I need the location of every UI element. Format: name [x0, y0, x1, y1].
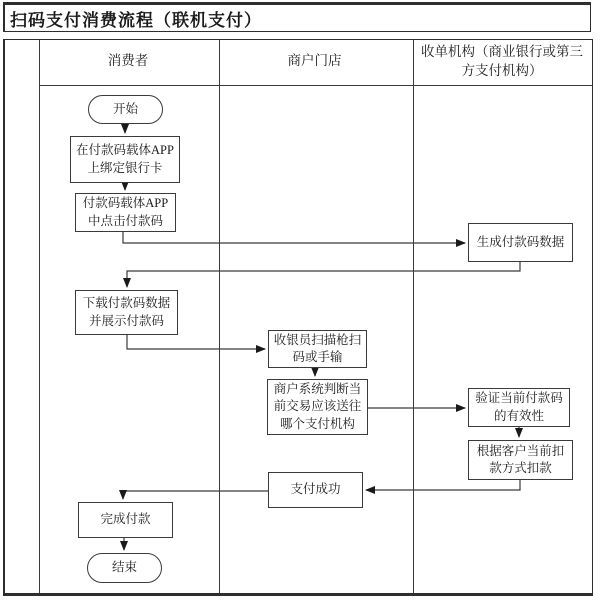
edge-deduct-paysuccess [366, 480, 520, 490]
edge-paysuccess-completepayment [123, 491, 268, 499]
node-cashier-scan-label: 收银员扫描枪扫码或手输 [273, 332, 362, 364]
node-tap-code [75, 193, 176, 232]
lane-header-acquirer-label: 收单机构（商业银行或第三方支付机构） [421, 44, 583, 78]
lane-header-consumer-label: 消费者 [107, 53, 149, 69]
node-merchant-route-label: 商户系统判断当前交易应该送往哪个支付机构 [273, 382, 362, 431]
node-complete-payment [78, 502, 173, 538]
node-merchant-route [267, 379, 368, 435]
edge-downloadcode-cashierscan [127, 335, 265, 349]
diagram-title: 扫码支付消费流程（联机支付） [10, 10, 262, 30]
node-verify-code [468, 388, 570, 427]
node-bind-card [70, 136, 180, 183]
node-start-label: 开始 [112, 101, 138, 116]
edge-tapcode-generatecode [123, 232, 465, 243]
edge-generatecode-downloadcode [127, 262, 520, 287]
node-generate-code [468, 223, 573, 262]
node-end-label: 结束 [111, 560, 137, 575]
node-deduct [468, 440, 573, 480]
node-pay-success-label: 支付成功 [290, 482, 341, 497]
node-deduct-label: 根据客户当前扣款方式扣款 [476, 443, 565, 475]
node-download-code [75, 290, 178, 335]
node-start [88, 95, 163, 124]
node-download-code-label: 下载付款码数据并展示付款码 [82, 296, 171, 328]
node-generate-code-label: 生成付款码数据 [476, 234, 565, 249]
node-complete-payment-label: 完成付款 [100, 512, 151, 527]
lane-header-merchant-label: 商户门店 [287, 53, 342, 69]
node-cashier-scan [268, 330, 367, 368]
node-verify-code-label: 验证当前付款码的有效性 [475, 391, 563, 423]
node-bind-card-label: 在付款码载体APP上绑定银行卡 [76, 143, 174, 175]
node-end [87, 553, 162, 583]
node-tap-code-label: 付款码载体APP中点击付款码 [82, 196, 169, 228]
node-pay-success [268, 472, 363, 508]
